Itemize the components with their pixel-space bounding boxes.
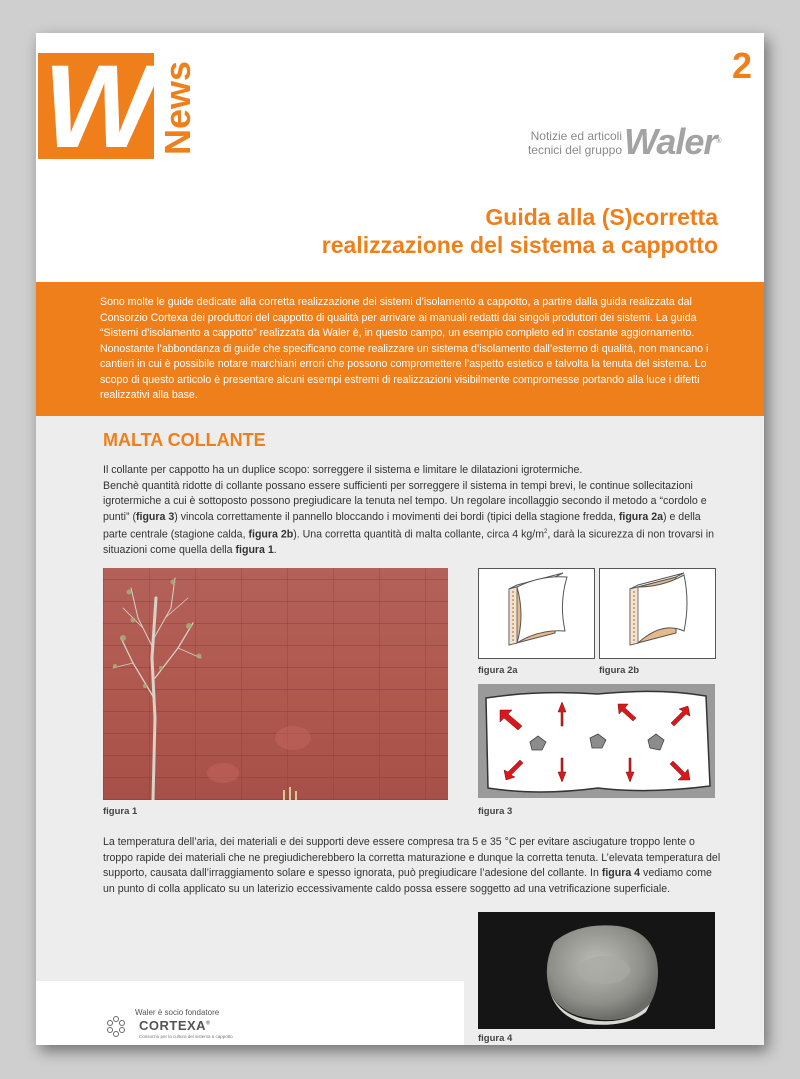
figure-2a-diagram	[478, 568, 595, 659]
figure-4-caption: figura 4	[478, 1033, 513, 1044]
logo-news-word: News	[157, 60, 198, 156]
cortexa-subtitle: Consorzio per la cultura del sistema a cappotto	[139, 1034, 233, 1039]
figure-3-caption: figura 3	[478, 806, 513, 817]
title-line-2: realizzazione del sistema a cappotto	[321, 232, 718, 258]
bead-and-dab-illustration	[478, 684, 715, 798]
figure-2a-caption: figura 2a	[478, 665, 518, 676]
title-line-1: Guida alla (S)corretta	[485, 204, 718, 230]
waler-logo: Waler®	[624, 121, 721, 162]
figure-2b-diagram	[599, 568, 716, 659]
panel-center-deformation-illustration	[600, 569, 715, 658]
paragraph-1: Il collante per cappotto ha un duplice scopo: sorreggere il sistema e limitare le dilatazioni igrotermiche. Benchè quantità ridotte di collante possano essere sufficienti per sorreggere il sistema in tempi brevi, le continue sollecitazioni igrotermiche a cui è sottoposto possono pregiudicare la tenuta nel tempo. Un regolare incollaggio secondo il metodo a “cordolo e punti” (figura 3) vincola correttamente il pannello bloccando i movimenti dei bordi (tipici della stagione fredda, figura 2a) e della parte centrale (stagione calda, figura 2b). Una corretta quantità di malta collante, circa 4 $kg/m^2$, darà la sicurezza di non trovarsi in situazioni come quella della figura 1.	[103, 464, 715, 557]
figure-4-photo	[478, 912, 715, 1029]
intro-box	[36, 282, 764, 416]
section-title: MALTA COLLANTE	[103, 430, 266, 450]
footer-bar	[36, 981, 464, 1045]
glue-sample-illustration	[478, 912, 715, 1029]
paragraph-2: La temperatura dell’aria, dei materiali e dei supporti deve essere compresa tra 5 e 35 °C per evitare asciugature troppo lente o troppo rapide dei materiali che ne pregiudicherebbero la corretta maturazione e dunque la corretta tenuta. L’elevata temperatura del supporto, causata dall’irraggiamento solare e spesso ignorata, può pregiudicare l’adesione del collante. In figura 4 vediamo come un punto di colla applicato su un laterizio eccessivamente caldo possa essere soggetto ad una vetrificazione superficiale.	[103, 836, 721, 895]
cortexa-logo-icon	[105, 1015, 127, 1037]
figure-1-photo	[103, 568, 448, 800]
member-text: Waler è socio fondatore	[135, 1008, 220, 1017]
page-header	[36, 33, 764, 282]
tree-illustration	[103, 568, 448, 800]
cortexa-logo-text: CORTEXA®	[139, 1018, 211, 1033]
panel-edge-deformation-illustration	[479, 569, 594, 658]
tagline: Notizie ed articoli tecnici del gruppo	[527, 129, 622, 157]
article-title	[322, 203, 718, 259]
issue-number: 2	[731, 45, 752, 86]
newsletter-page	[36, 33, 764, 1045]
figure-2b-caption: figura 2b	[599, 665, 640, 676]
figure-3-diagram	[478, 684, 715, 798]
figure-1-caption: figura 1	[103, 806, 138, 817]
logo-w-mark: W	[38, 53, 154, 159]
intro-text: Sono molte le guide dedicate alla corretta realizzazione dei sistemi d’isolamento a cappotto, a partire dalla guida realizzata dal Consorzio Cortexa dei produttori del cappotto di qualità per arrivare ai manuali redatti dai singoli produttori dei sistemi. La guida “Sistemi d’isolamento a cappotto” realizzata da Waler è, in questo campo, un esempio completo ed in costante aggiornamento. Nonostante l’abbondanza di guide che specificano come realizzare un sistema d’isolamento dall’esterno di qualità, non mancano i cantieri in cui è possibile notare marchiani errori che possono compromettere l’aspetto estetico e talvolta la tenuta del sistema. Lo scopo di questo articolo è presentare alcuni esempi estremi di realizzazioni visibilmente compromesse portando alla luce i difetti realizzativi alla base.	[100, 296, 709, 401]
